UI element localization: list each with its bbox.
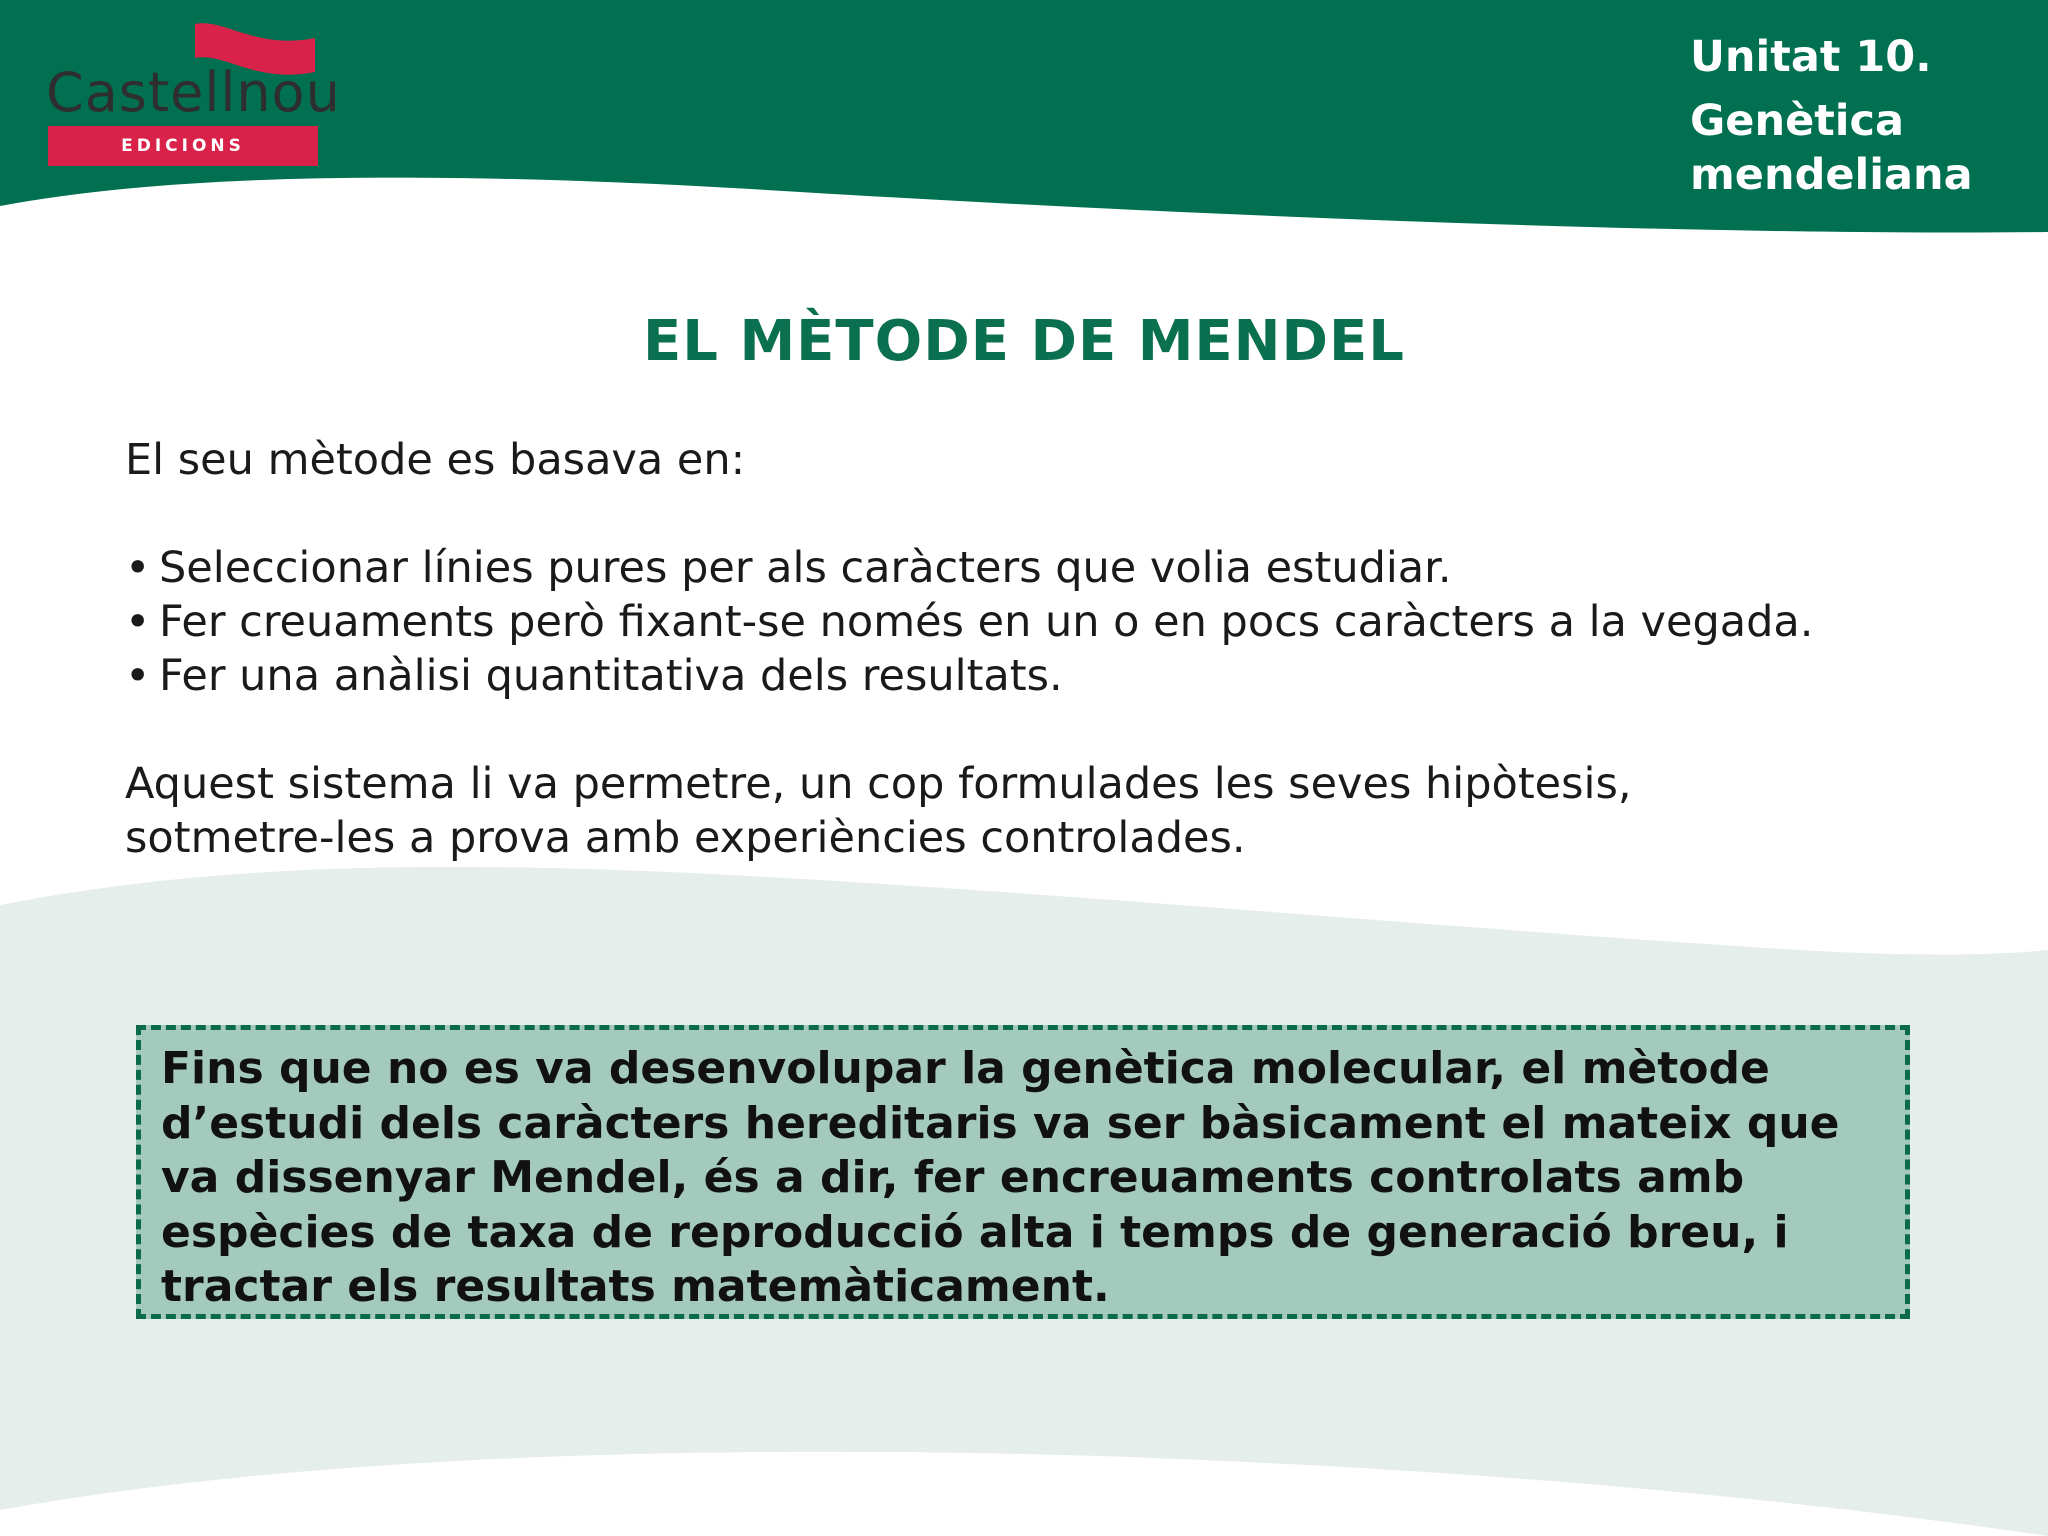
bullet-item [125, 595, 2005, 649]
bullet-dot-icon: • [125, 543, 151, 593]
bullet-dot-icon: • [125, 597, 151, 647]
unit-subject-line2: mendeliana [1690, 150, 1973, 200]
castellnou-logo [40, 16, 341, 158]
note-line: Fins que no es va desenvolupar la genètica molecular, el mètode [161, 1043, 1770, 1094]
note-line: espècies de taxa de reproducció alta i temps de generació breu, i [161, 1206, 1789, 1258]
slide-title: EL MÈTODE DE MENDEL [643, 309, 1405, 374]
bullet-dot-icon: • [125, 651, 151, 701]
note-line: va dissenyar Mendel, és a dir, fer encreuaments controlats amb [161, 1152, 1745, 1203]
bullet-text: Seleccionar línies pures per als caràcters que volia estudiar. [159, 543, 1452, 593]
note-line: tractar els resultats matemàticament. [161, 1261, 1110, 1312]
logo-brand-text: Castellnou [46, 61, 341, 124]
slide-body [125, 433, 2005, 865]
paragraph-line: sotmetre-les a prova amb experiències controlades. [125, 813, 1246, 863]
unit-number: Unitat 10. [1690, 32, 1932, 82]
logo-sub-text: EDICIONS [48, 126, 318, 166]
bullet-item [125, 541, 2005, 595]
note-line: d’estudi dels caràcters hereditaris va ser bàsicament el mateix que [161, 1097, 1840, 1149]
bullet-item [125, 649, 2005, 703]
bullet-text: Fer una anàlisi quantitativa dels resultats. [159, 651, 1063, 701]
bullet-text: Fer creuaments però fixant-se només en un o en pocs caràcters a la vegada. [159, 597, 1814, 647]
unit-heading [1690, 30, 2030, 202]
paragraph-line: Aquest sistema li va permetre, un cop formulades les seves hipòtesis, [125, 759, 1632, 809]
unit-subject-line1: Genètica [1690, 96, 1905, 146]
intro-text: El seu mètode es basava en: [125, 435, 746, 485]
note-box [136, 1025, 1910, 1319]
